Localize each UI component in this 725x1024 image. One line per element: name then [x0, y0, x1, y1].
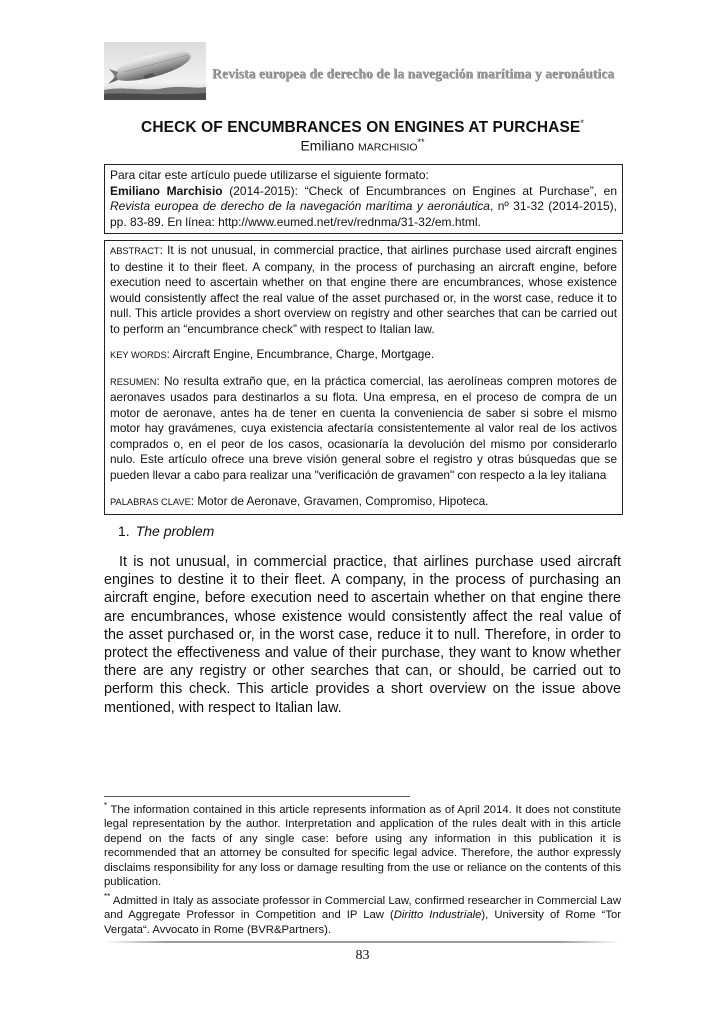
journal-header: [104, 42, 624, 102]
body-paragraph: It is not unusual, in commercial practice, that airlines purchase used aircraft engines to destine it to their fleet. A company, in the process of purchasing an aircraft engine, before execution need to ascertain whether on that engine there are encumbrances, whose existence would consistently affect the real value of the asset purchased or, in the worst case, reduce it to null. Therefore, in order to protect the effectiveness and value of their purchase, they want to know whether there are any registry or other searches that can, or should, be carried out to perform this check. This article provides a short overview on the issue above mentioned, with respect to Italian law.: [104, 554, 621, 716]
page-footer-rule: [104, 941, 621, 943]
citation-intro: Para citar este artículo puede utilizarse el siguiente formato:: [110, 168, 429, 182]
abstract-box: [104, 240, 623, 515]
footnotes: [104, 799, 621, 937]
journal-title: Revista europea de derecho de la navegación marítima y aeronáutica: [212, 66, 615, 81]
resumen-paragraph: RESUMEN: No resulta extraño que, en la práctica comercial, las aerolíneas compren motores de aeronaves usados para destinarlos a su flota. Una empresa, en el proceso de compra de un motor de aeronave, antes ha de tener en cuenta la conveniencia de saber si sobre el mismo motor hay gravámenes, cuya existencia afectaría consistentemente al valor real de los activos comprados o, en el peor de los casos, ocasionaría la devolución del mismo por considerarlo nulo. Este artículo ofrece una breve visión general sobre el registro y otras búsquedas que se pueden llevar a cabo para realizar una "verificación de gravamen" con respecto a la ley italiana: [110, 373, 617, 482]
page-number: 83: [355, 948, 370, 963]
author-footnote-mark[interactable]: **: [417, 137, 425, 147]
footnote-divider: [104, 796, 410, 797]
author-name: Emiliano MARCHISIO**: [300, 137, 425, 154]
palabras-clave-paragraph: PALABRAS CLAVE: Motor de Aeronave, Gravamen, Compromiso, Hipoteca.: [110, 494, 489, 508]
footnote-2: ** Admitted in Italy as associate professor in Commercial Law, confirmed researcher in Commercial Law and Aggregate Professor in Competition and IP Law (Diritto Industriale), University of Rome “Tor Vergata“. Avvocato in Rome (BVR&Partners).: [104, 891, 622, 936]
footnote-1: * The information contained in this article represents information as of April 2014. It does not constitute legal representation by the author. Interpretation and application of the rules dealt with in this article depend on the facts of any single case: before using any information in this publication it is recommended that an attorney be consulted for specific legal advice. Therefore, the author expressly disclaims responsibility for any loss or damage resulting from the use or reliance on the contents of this publication.: [104, 801, 621, 889]
citation-text: Emiliano Marchisio (2014-2015): “Check of Encumbrances on Engines at Purchase”, en Revista europea de derecho de la navegación marítima y aeronáutica, nº 31-32 (2014-2015), pp. 83-89. En línea: http://www.eumed.net/rev/rednma/31-32/em.html.: [110, 183, 617, 229]
keywords-paragraph: KEY WORDS: Aircraft Engine, Encumbrance, Charge, Mortgage.: [110, 347, 435, 361]
zeppelin-logo-icon: [104, 42, 206, 100]
citation-box: [104, 164, 623, 234]
article-title: CHECK OF ENCUMBRANCES ON ENGINES AT PURCHASE*: [141, 118, 584, 137]
abstract-paragraph: ABSTRACT: It is not unusual, in commercial practice, that airlines purchase used aircraft engines to destine it to their fleet. A company, in the process of purchasing an aircraft engine, before execution need to ascertain whether on that engine there are encumbrances, whose existence would consistently affect the real value of the asset purchased or, in the worst case, reduce it to null. This article provides a short overview on registry and other searches that can be carried out to perform an “encumbrance check” with respect to Italian law.: [110, 243, 617, 336]
section-heading: 1. The problem: [118, 523, 215, 539]
title-footnote-mark[interactable]: *: [580, 118, 584, 128]
